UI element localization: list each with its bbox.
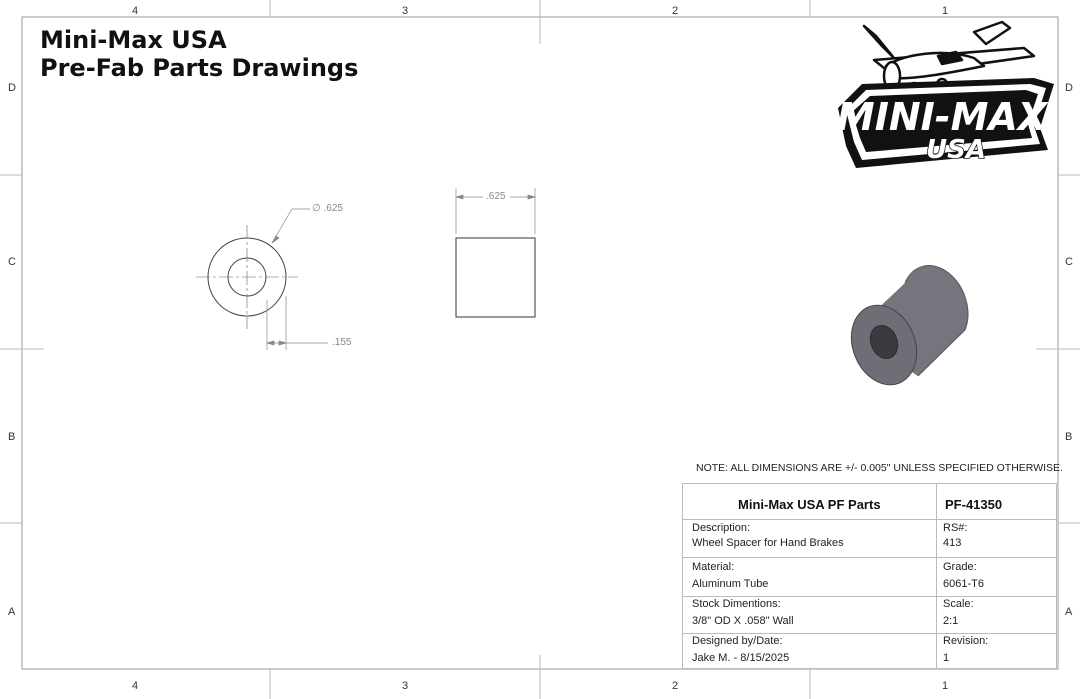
description-label: Description: [692,522,751,534]
stock-label: Stock Dimentions: [692,598,781,610]
zone-col-3-bottom: 3 [402,680,409,692]
title-line-2: Pre-Fab Parts Drawings [40,54,359,82]
side-view [456,238,535,317]
airplane-logo-icon [834,18,1059,173]
rs-label: RS#: [943,522,968,534]
title-block-divider [936,484,937,668]
zone-col-2-top: 2 [672,5,679,17]
title-line-1: Mini-Max USA [40,26,227,54]
rs-value: 413 [943,537,962,549]
zone-col-1-top: 1 [942,5,949,17]
designed-value: Jake M. - 8/15/2025 [692,652,790,664]
material-label: Material: [692,561,735,573]
diameter-label [312,203,343,214]
zone-col-1-bottom: 1 [942,680,949,692]
zone-row-a-right: A [1065,606,1073,618]
page-title [40,26,358,82]
diameter-leader [272,209,310,243]
tolerance-note: NOTE: ALL DIMENSIONS ARE +/- 0.005" UNLESS SPECIFIED OTHERWISE. [696,462,1063,474]
material-value: Aluminum Tube [692,578,769,590]
logo-text-minimax: MINI-MAX [836,95,1048,139]
grade-label: Grade: [943,561,977,573]
zone-row-b-left: B [8,431,16,443]
scale-label: Scale: [943,598,974,610]
logo-text-usa: USA [926,135,986,165]
zone-col-4-top: 4 [132,5,139,17]
wall-dimension [267,296,328,350]
description-value: Wheel Spacer for Hand Brakes [692,537,844,549]
length-label: .625 [486,191,506,202]
title-block [682,483,1057,669]
zone-col-4-bottom: 4 [132,680,139,692]
front-view [196,225,298,329]
zone-row-b-right: B [1065,431,1073,443]
isometric-part [840,266,968,395]
part-number: PF-41350 [945,497,1003,512]
scale-value: 2:1 [943,615,959,627]
revision-value: 1 [943,652,950,664]
grade-value: 6061-T6 [943,578,984,590]
title-block-company: Mini-Max USA PF Parts [738,497,881,512]
zone-row-a-left: A [8,606,16,618]
zone-row-c-right: C [1065,256,1073,268]
diameter-symbol-icon: ∅ [312,203,321,214]
zone-row-d-right: D [1065,82,1073,94]
designed-label: Designed by/Date: [692,635,783,647]
zone-col-3-top: 3 [402,5,409,17]
wall-label: .155 [332,337,352,348]
stock-value: 3/8" OD X .058" Wall [692,615,794,627]
revision-label: Revision: [943,635,989,647]
diameter-value: .625 [323,203,343,214]
zone-row-d-left: D [8,82,16,94]
zone-row-c-left: C [8,256,16,268]
mini-max-logo [834,18,1059,178]
zone-col-2-bottom: 2 [672,680,679,692]
